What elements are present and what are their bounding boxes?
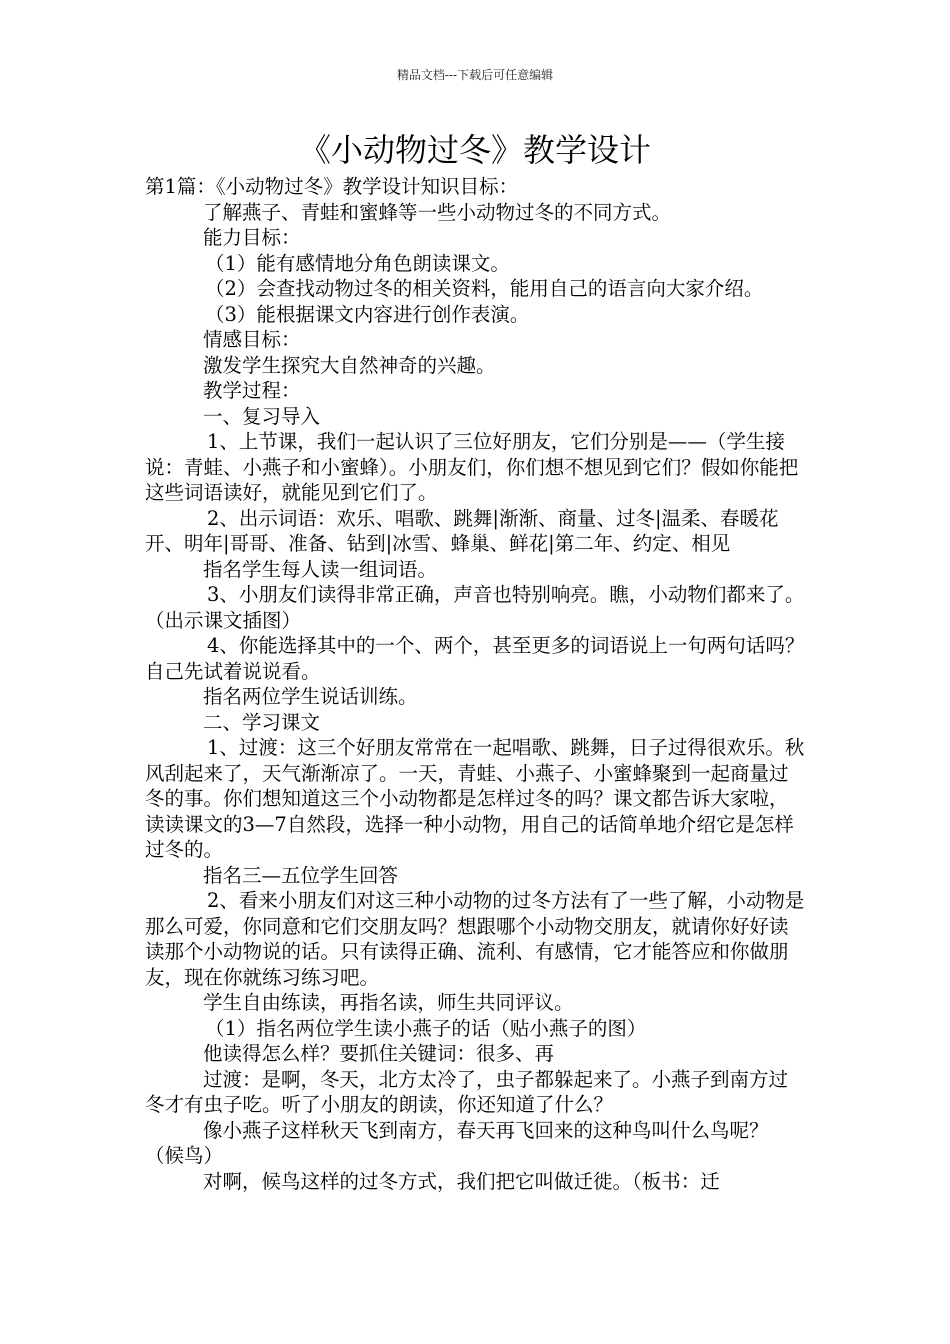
paragraph: 指名学生每人读一组词语。 bbox=[203, 557, 438, 581]
paragraph: 能力目标： bbox=[203, 226, 301, 249]
paragraph: 2、看来小朋友们对这三种小动物的过冬方法有了一些了解，小动物是那么可爱，你同意和它们交朋友吗？想跟哪个小动物交朋友，就请你好好读读那个小动物说的话。只有读得正确、流利、有感情，它才能答应和你做朋友，现在你就练习练习吧。 bbox=[145, 889, 805, 989]
paragraph: 激发学生探究大自然神奇的兴趣。 bbox=[203, 353, 496, 377]
paragraph: 1、上节课，我们一起认识了三位好朋友，它们分别是——（学生接说：青蛙、小燕子和小蜜蜂）。小朋友们，你们想不想见到它们？假如你能把这些词语读好，就能见到它们了。 bbox=[145, 430, 799, 504]
document-title: 《小动物过冬》教学设计 bbox=[298, 131, 651, 169]
paragraph: 2、出示词语：欢乐、唱歌、跳舞|渐渐、商量、过冬|温柔、春暖花开、明年|哥哥、准备、钻到|冰雪、蜂巢、鲜花|第二年、约定、相见 bbox=[145, 506, 779, 555]
paragraph: 对啊，候鸟这样的过冬方式，我们把它叫做迁徙。（板书：迁 bbox=[203, 1169, 720, 1193]
paragraph: 二、学习课文 bbox=[203, 710, 321, 734]
paragraph: 像小燕子这样秋天飞到南方，春天再飞回来的这种鸟叫什么鸟呢？（候鸟） bbox=[145, 1118, 769, 1167]
paragraph: 教学过程： bbox=[203, 379, 301, 402]
paragraph: （1）指名两位学生读小燕子的话（贴小燕子的图） bbox=[205, 1016, 647, 1040]
paragraph: （3）能根据课文内容进行创作表演。 bbox=[205, 302, 530, 326]
document-body bbox=[145, 174, 805, 1194]
paragraph: 1、过渡：这三个好朋友常常在一起唱歌、跳舞，日子过得很欢乐。秋风刮起来了，天气渐渐凉了。一天，青蛙、小燕子、小蜜蜂聚到一起商量过冬的事。你们想知道这三个小动物都是怎样过冬的吗？课文都告诉大家啦，读读课文的3—7自然段，选择一种小动物，用自己的话简单地介绍它是怎样过冬的。 bbox=[145, 736, 805, 861]
paragraph: 一、复习导入 bbox=[203, 404, 321, 428]
paragraph: 过渡：是啊，冬天，北方太冷了，虫子都躲起来了。小燕子到南方过冬才有虫子吃。听了小朋友的朗读，你还知道了什么？ bbox=[145, 1067, 789, 1116]
paragraph: 第1篇：《小动物过冬》教学设计知识目标： bbox=[145, 175, 519, 198]
page-header: 精品文档---下载后可任意编辑 bbox=[396, 68, 554, 82]
paragraph: 4、你能选择其中的一个、两个，甚至更多的词语说上一句两句话吗？自己先试着说说看。 bbox=[145, 634, 805, 683]
paragraph: 了解燕子、青蛙和蜜蜂等一些小动物过冬的不同方式。 bbox=[203, 200, 672, 224]
paragraph: 3、小朋友们读得非常正确，声音也特别响亮。瞧，小动物们都来了。（出示课文插图） bbox=[145, 583, 805, 632]
paragraph: 指名三—五位学生回答 bbox=[203, 863, 399, 887]
paragraph: 学生自由练读，再指名读，师生共同评议。 bbox=[203, 991, 574, 1014]
paragraph: （1）能有感情地分角色朗读课文。 bbox=[205, 251, 510, 275]
paragraph: 他读得怎么样？要抓住关键词：很多、再 bbox=[203, 1042, 555, 1065]
paragraph: 情感目标： bbox=[203, 328, 301, 351]
paragraph: （2）会查找动物过冬的相关资料，能用自己的语言向大家介绍。 bbox=[205, 277, 764, 300]
paragraph: 指名两位学生说话训练。 bbox=[203, 685, 418, 708]
